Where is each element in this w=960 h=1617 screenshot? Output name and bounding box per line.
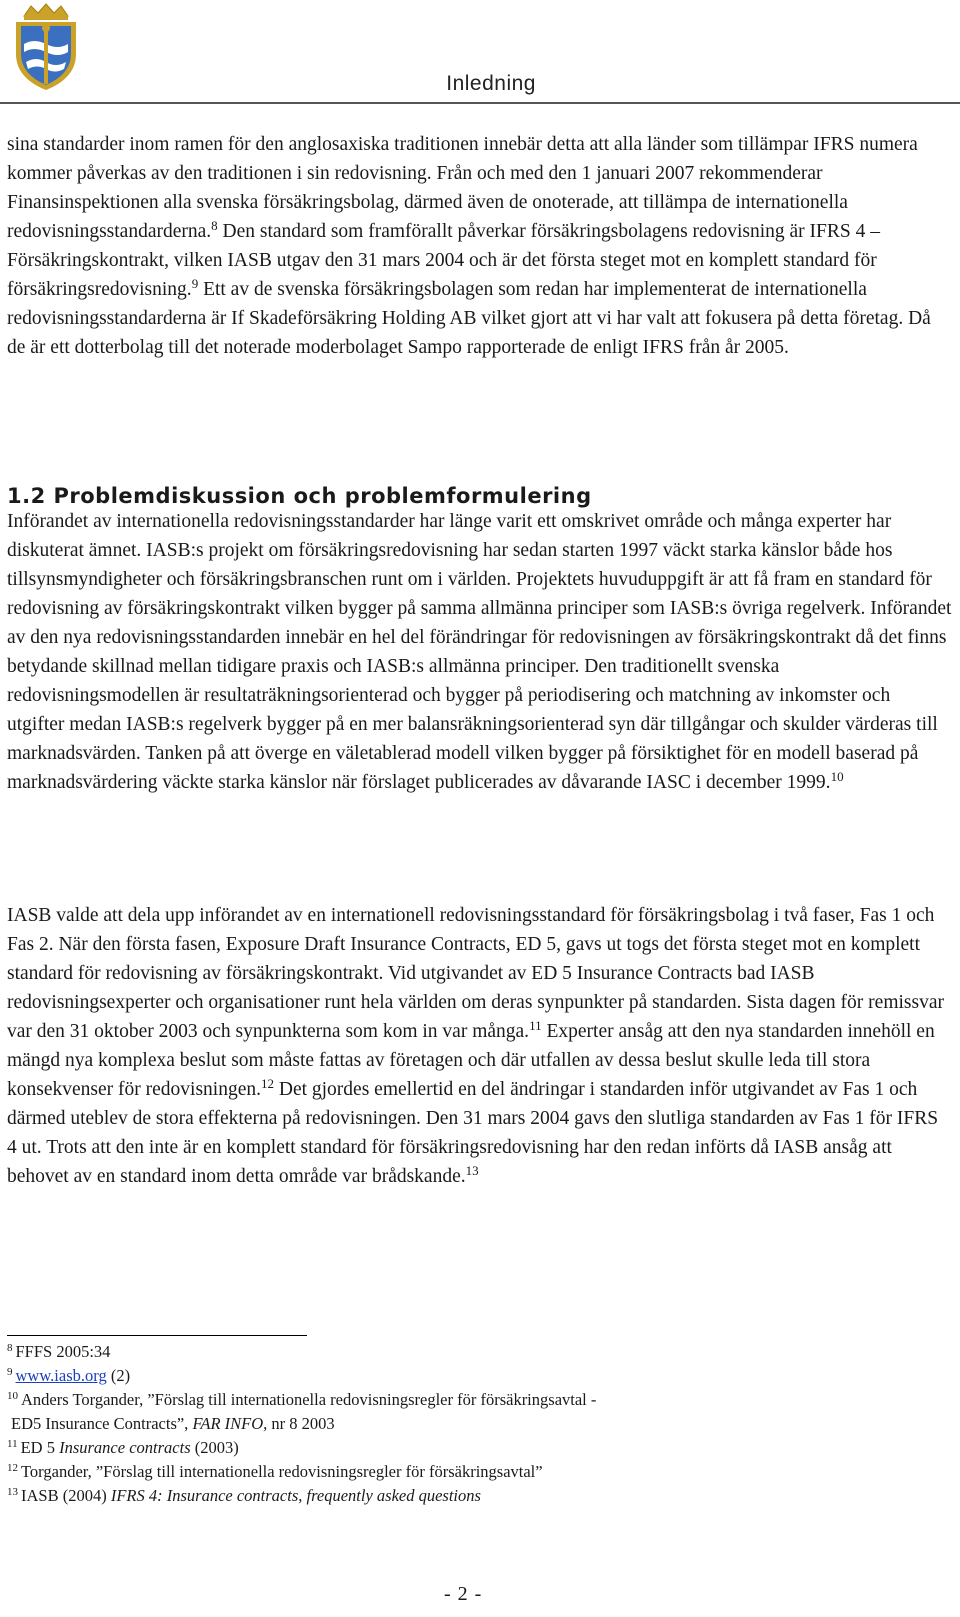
footnote-number: 9 [7, 1366, 13, 1378]
footnote-italic: FAR INFO, [192, 1414, 268, 1433]
footnote-9 [7, 1364, 947, 1388]
footnote-ref-8: 8 [211, 218, 218, 233]
footnote-number: 12 [7, 1462, 18, 1474]
footnote-10-continued [7, 1412, 947, 1436]
footnote-11 [7, 1436, 947, 1460]
page-number: - 2 - [444, 1583, 483, 1605]
problem-paragraph [7, 507, 952, 797]
footnote-number: 10 [7, 1390, 18, 1402]
footnote-10 [7, 1388, 947, 1412]
paragraph-text: Den standard som framförallt påverkar försäkringsbolagens redovisning är IFRS 4 – Försäkringskontrakt, vilken IASB utgav den 31 mars 2004 och är det första steget mot en komplett standard för försäkringsredovisning. [7, 221, 880, 300]
paragraph-text: Införandet av internationella redovisningsstandarder har länge varit ett omskrivet område och många experter har diskuterat ämnet. IASB:s projekt om försäkringsredovisning har sedan starten 1997 väckt starka känslor både hos tillsynsmyndigheter och försäkringsbranschen runt om i världen. Projektets huvuduppgift är att få fram en standard för redovisning av försäkringskontrakt vilken bygger på samma allmänna principer som IASB:s övriga regelverk. Införandet av den nya redovisningsstandarden innebär en hel del förändringar för redovisningen av försäkringskontrakt då det finns betydande skillnad mellan tidigare praxis och IASB:s allmänna principer. Den traditionellt svenska redovisningsmodellen är resultaträkningsorienterad och bygger på periodisering och matchning av inkomster och utgifter medan IASB:s regelverk bygger på en mer balansräkningsorienterad syn där tillgångar och skulder värderas till marknadsvärden. Tanken på att överge en väletablerad modell vilken bygger på försiktighet för en modell baserad på marknadsvärdering väckte starka känslor när förslaget publicerades av dåvarande IASC i december 1999. [7, 511, 952, 793]
footnote-number: 13 [7, 1486, 18, 1498]
header-divider [0, 102, 960, 104]
footnote-text: Anders Torgander, ”Förslag till internationella redovisningsregler för försäkringsavtal - [21, 1390, 597, 1409]
paragraph-text: IASB valde att dela upp införandet av en internationell redovisningsstandard för försäkringsbolag i två faser, Fas 1 och Fas 2. När den första fasen, Exposure Draft Insurance Contracts, ED 5, gavs ut togs det första steget mot en komplett standard för redovisning av försäkringskontrakt. Vid utgivandet av ED 5 Insurance Contracts bad IASB redovisningsexperter och organisationer runt hela världen om deras synpunkter på standarden. Sista dagen för remissvar var den 31 oktober 2003 och synpunkterna som kom in var många. [7, 905, 944, 1042]
footnote-8 [7, 1340, 947, 1364]
footnote-ref-10: 10 [830, 769, 844, 784]
paragraph-text: sina standarder inom ramen för den anglosaxiska traditionen innebär detta att alla länder som tillämpar IFRS numera kommer påverkas av den traditionen i sin redovisning. Från och med den 1 januari 2007 rekommenderar Finansinspektionen alla svenska försäkringsbolag, därmed även de onoterade, att tillämpa de internationella redovisningsstandarderna. [7, 134, 918, 242]
paragraph-text: Experter ansåg att den nya standarden innehöll en mängd nya komplexa beslut som måste fattas av företagen och där utfallen av dessa beslut skulle leda till stora konsekvenser för redovisningen. [7, 1021, 935, 1100]
footnote-text: IASB (2004) [21, 1486, 111, 1505]
footnote-text: ED 5 [20, 1438, 60, 1457]
paragraph-text: Det gjordes emellertid en del ändringar i standarden inför utgivandet av Fas 1 och därmed uteblev de stora effekterna på redovisningen. Den 31 mars 2004 gavs den slutliga standarden av Fas 1 för IFRS 4 ut. Trots att den inte är en komplett standard för försäkringsredovisning har den redan införts då IASB ansåg att behovet av en standard inom detta område var brådskande. [7, 1079, 939, 1187]
footnote-ref-11: 11 [529, 1018, 542, 1033]
footnote-ref-9: 9 [191, 276, 199, 291]
footnote-ref-12: 12 [260, 1076, 274, 1091]
section-heading: 1.2 Problemdiskussion och problemformulering [7, 484, 592, 508]
footnotes [7, 1340, 947, 1508]
footnote-italic: IFRS 4: Insurance contracts, frequently asked questions [110, 1486, 481, 1505]
footnote-text: FFFS 2005:34 [15, 1342, 111, 1361]
footnote-number: 11 [7, 1438, 18, 1450]
footnote-text: Torgander, ”Förslag till internationella redovisningsregler för försäkringsavtal” [21, 1462, 543, 1481]
footnote-text: ED5 Insurance Contracts”, [11, 1414, 193, 1433]
footnote-text: nr 8 2003 [267, 1414, 335, 1433]
footnote-text: (2) [106, 1366, 131, 1385]
running-header-title: Inledning [446, 72, 536, 95]
footnote-divider [7, 1335, 307, 1336]
crest-logo-icon [4, 2, 88, 92]
footnote-italic: Insurance contracts [59, 1438, 191, 1457]
footnote-ref-13: 13 [465, 1163, 479, 1178]
phases-paragraph [7, 901, 952, 1191]
paragraph-text: Ett av de svenska försäkringsbolagen som redan har implementerat de internationella redovisningsstandarderna är If Skadeförsäkring Holding AB vilket gjort att vi har valt att fokusera på detta företag. Då de är ett dotterbolag till det noterade moderbolaget Sampo rapporterade de enligt IFRS från år 2005. [7, 279, 931, 358]
intro-paragraph [7, 130, 952, 362]
footnote-13 [7, 1484, 947, 1508]
iasb-link[interactable]: www.iasb.org [15, 1366, 107, 1385]
footnote-text: (2003) [190, 1438, 239, 1457]
footnote-number: 8 [7, 1342, 13, 1354]
footnote-12 [7, 1460, 947, 1484]
